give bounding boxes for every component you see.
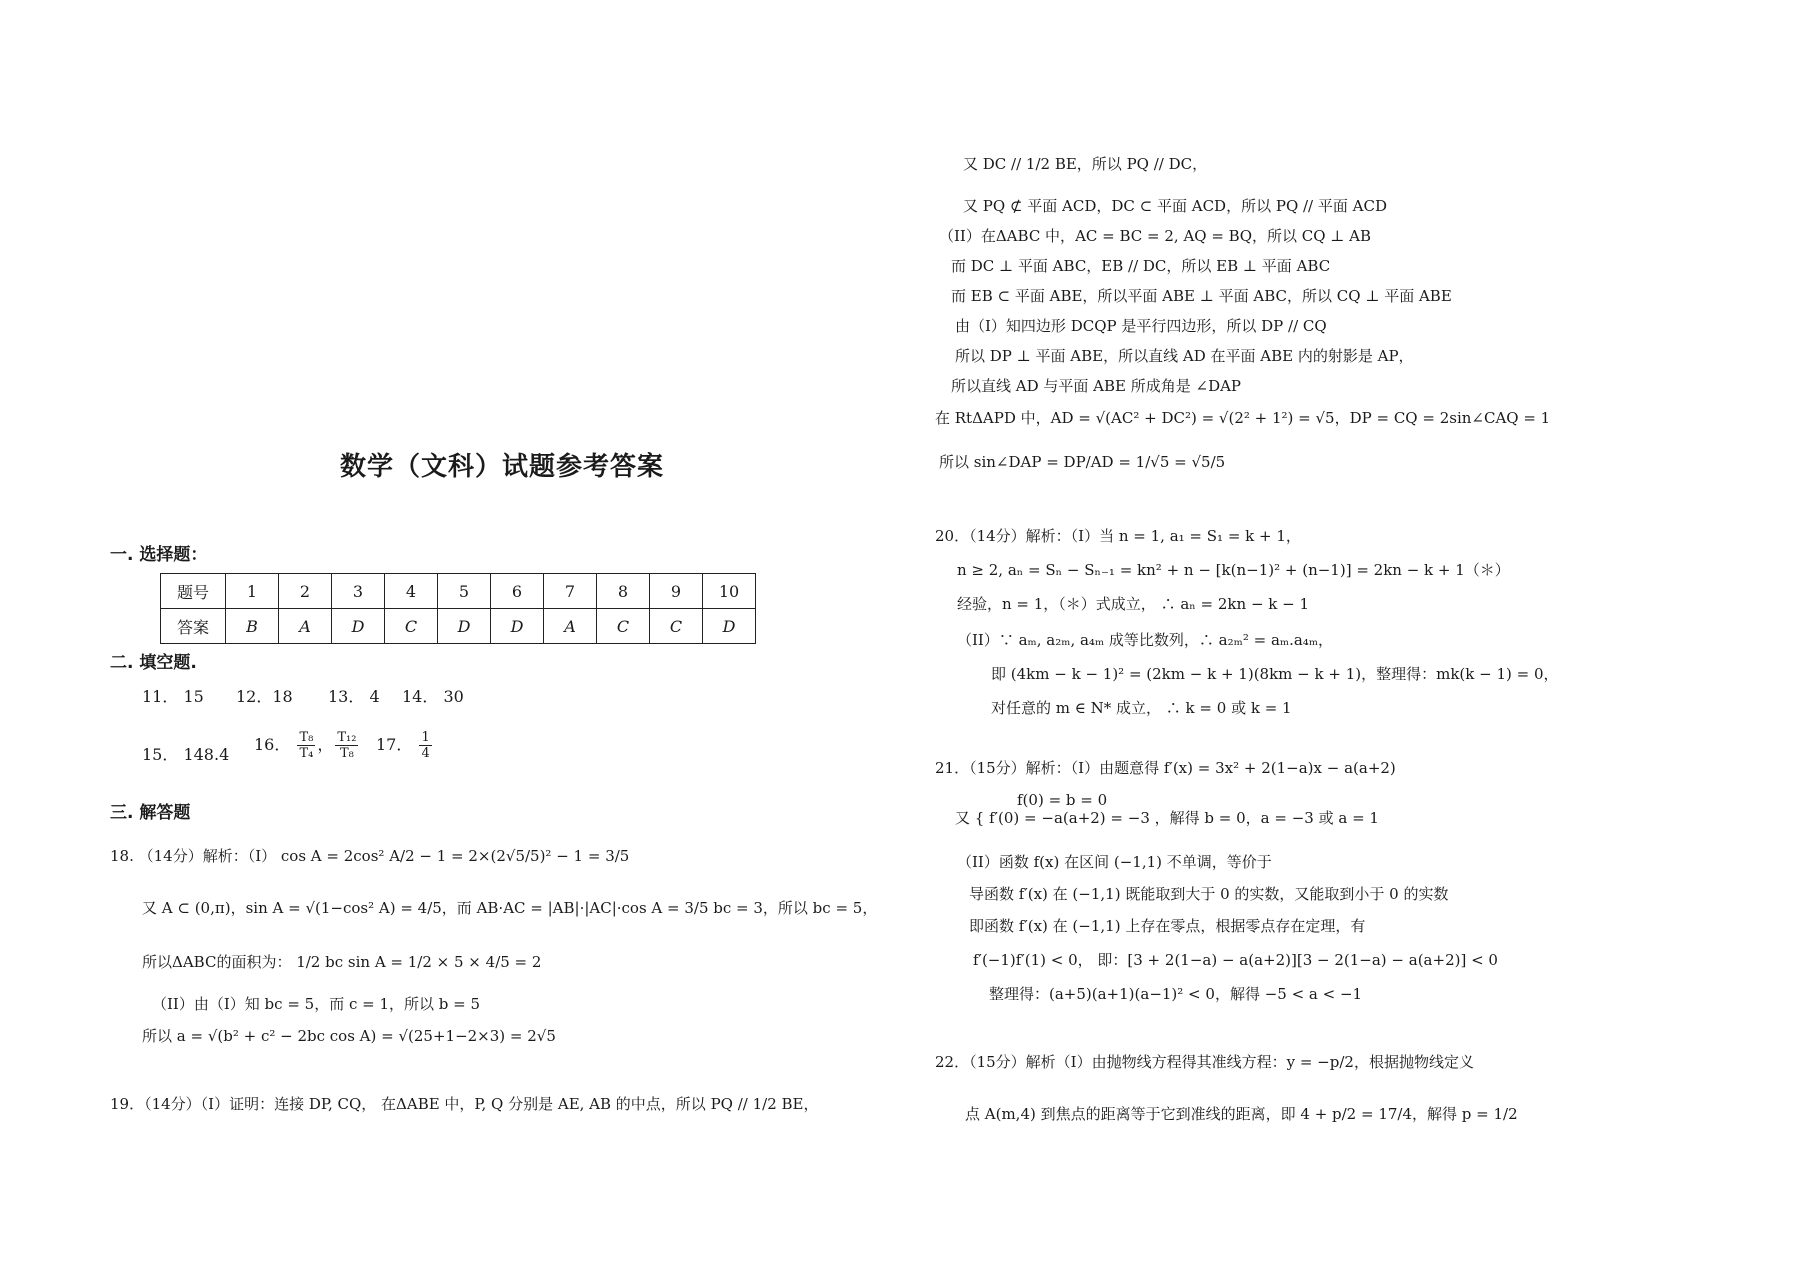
fraction: $\frac{\text{T₁₂}}{\text{T₈}}$	[337, 730, 357, 761]
solution-line: 点 A(m,4) 到焦点的距离等于它到准线的距离，即 4 + p/2 = 17/4，解得 p = 1/2	[965, 1105, 1518, 1123]
table-row-numbers	[161, 574, 756, 609]
fraction: $\frac{1}{4}$	[421, 730, 430, 761]
table-cell: 3	[332, 574, 385, 609]
answer-table	[160, 573, 756, 644]
table-cell: C	[597, 609, 650, 644]
solution-line: 整理得：(a+5)(a+1)(a−1)² < 0，解得 −5 < a < −1	[989, 985, 1363, 1003]
table-cell: D	[491, 609, 544, 644]
solution-line: n ≥ 2, aₙ = Sₙ − Sₙ₋₁ = kn² + n − [k(n−1)² + (n−1)] = 2kn − k + 1（＊）	[957, 561, 1510, 579]
table-cell: 4	[385, 574, 438, 609]
solution-line: 在 RtΔAPD 中，AD = √(AC² + DC²) = √(2² + 1²) = √5，DP = CQ = 2sin∠CAQ = 1	[935, 409, 1551, 427]
table-header-label: 题号	[161, 574, 226, 609]
table-cell: 6	[491, 574, 544, 609]
table-cell: B	[226, 609, 279, 644]
table-cell: 5	[438, 574, 491, 609]
section-multiple-choice: 一. 选择题：	[110, 545, 208, 565]
solution-line: f′(−1)f′(1) < 0， 即：[3 + 2(1−a) − a(a+2)][3 − 2(1−a) − a(a+2)] < 0	[973, 951, 1498, 969]
solution-line: （II）函数 f(x) 在区间 (−1,1) 不单调，等价于	[957, 853, 1272, 871]
solution-line: （II）∵ aₘ, a₂ₘ, a₄ₘ 成等比数列，∴ a₂ₘ² = aₘ.a₄ₘ，	[957, 631, 1334, 649]
table-cell: A	[279, 609, 332, 644]
fill-answer: 13． 4	[328, 687, 380, 706]
solution-line: 20．（14分）解析：（I）当 n = 1, a₁ = S₁ = k + 1，	[935, 527, 1301, 545]
table-cell: 10	[703, 574, 756, 609]
solution-line: 又 PQ ⊄ 平面 ACD，DC ⊂ 平面 ACD，所以 PQ // 平面 ACD	[963, 197, 1387, 215]
table-row-answers	[161, 609, 756, 644]
solution-line: （II）在ΔABC 中，AC = BC = 2, AQ = BQ，所以 CQ ⊥ AB	[939, 227, 1372, 245]
solution-line: 而 EB ⊂ 平面 ABE，所以平面 ABE ⊥ 平面 ABC，所以 CQ ⊥ 平面 ABE	[951, 287, 1452, 305]
table-cell: C	[385, 609, 438, 644]
table-cell: 2	[279, 574, 332, 609]
fill-answer: 12．18	[236, 687, 293, 706]
fill-label: 17．	[376, 735, 413, 754]
fill-answer: 11． 15	[142, 687, 204, 706]
solution-line: 经验，n = 1，（＊）式成立， ∴ aₙ = 2kn − k − 1	[957, 595, 1310, 613]
solution-line: （II）由（I）知 bc = 5，而 c = 1，所以 b = 5	[152, 995, 481, 1013]
solution-line: 所以ΔABC的面积为： 1/2 bc sin A = 1/2 × 5 × 4/5 = 2	[142, 953, 542, 971]
solution-line: 所以 sin∠DAP = DP/AD = 1/√5 = √5/5	[939, 453, 1226, 471]
fill-answer: 14． 30	[402, 687, 464, 706]
section-solutions: 三. 解答题	[110, 803, 191, 823]
solution-line: 19．（14分）（I）证明：连接 DP, CQ， 在ΔABE 中，P, Q 分别是 AE, AB 的中点，所以 PQ // 1/2 BE，	[110, 1095, 819, 1113]
solution-line: 又 { f′(0) = −a(a+2) = −3 ，解得 b = 0，a = −3 或 a = 1	[955, 809, 1379, 827]
table-cell: D	[332, 609, 385, 644]
solution-line: 所以 DP ⊥ 平面 ABE，所以直线 AD 在平面 ABE 内的射影是 AP，	[955, 347, 1414, 365]
solution-line: 而 DC ⊥ 平面 ABC，EB // DC，所以 EB ⊥ 平面 ABC	[951, 257, 1331, 275]
fill-answer-17	[376, 730, 434, 761]
solution-line: 所以 a = √(b² + c² − 2bc cos A) = √(25+1−2×3) = 2√5	[142, 1027, 556, 1045]
table-cell: D	[438, 609, 491, 644]
solution-line: 对任意的 m ∈ N* 成立， ∴ k = 0 或 k = 1	[991, 699, 1292, 717]
table-cell: 8	[597, 574, 650, 609]
table-cell: C	[650, 609, 703, 644]
table-cell: 1	[226, 574, 279, 609]
solution-line: 又 A ⊂ (0,π)，sin A = √(1−cos² A) = 4/5，而 AB·AC = |AB|·|AC|·cos A = 3/5 bc = 3，所以 bc = 5，	[142, 899, 878, 917]
solution-line: 所以直线 AD 与平面 ABE 所成角是 ∠DAP	[951, 377, 1242, 395]
fraction: $\frac{\text{T₈}}{\text{T₄}}$	[299, 730, 314, 761]
section-fill-in: 二. 填空题.	[110, 653, 197, 673]
table-cell: D	[703, 609, 756, 644]
solution-line: 即函数 f′(x) 在 (−1,1) 上存在零点，根据零点存在定理，有	[969, 917, 1366, 935]
fill-answer: 15． 148.4	[142, 745, 230, 764]
solution-line: f(0) = b = 0	[1017, 791, 1108, 809]
table-cell: 7	[544, 574, 597, 609]
fill-answer-16: 16． $\frac{\text{T₈}}{\text{T₄}}$ ， $\frac{\text{T₁₂}}{\text{T₈}}$	[254, 730, 357, 761]
solution-line: 又 DC // 1/2 BE，所以 PQ // DC，	[963, 155, 1208, 173]
solution-line: 导函数 f′(x) 在 (−1,1) 既能取到大于 0 的实数，又能取到小于 0 的实数	[969, 885, 1449, 903]
fill-label: 16．	[254, 735, 291, 754]
table-answer-label: 答案	[161, 609, 226, 644]
solution-line: 18. （14分）解析：（I） cos A = 2cos² A/2 − 1 = 2×(2√5/5)² − 1 = 3/5	[110, 847, 630, 865]
page-title: 数学（文科）试题参考答案	[340, 452, 665, 482]
solution-line: 即 (4km − k − 1)² = (2km − k + 1)(8km − k + 1)，整理得：mk(k − 1) = 0，	[991, 665, 1559, 683]
solution-line: 21．（15分）解析：（I）由题意得 f′(x) = 3x² + 2(1−a)x − a(a+2)	[935, 759, 1396, 777]
table-cell: 9	[650, 574, 703, 609]
table-cell: A	[544, 609, 597, 644]
solution-line: 22．（15分）解析（I）由抛物线方程得其准线方程：y = −p/2，根据抛物线定义	[935, 1053, 1474, 1071]
solution-line: 由（I）知四边形 DCQP 是平行四边形，所以 DP // CQ	[955, 317, 1327, 335]
